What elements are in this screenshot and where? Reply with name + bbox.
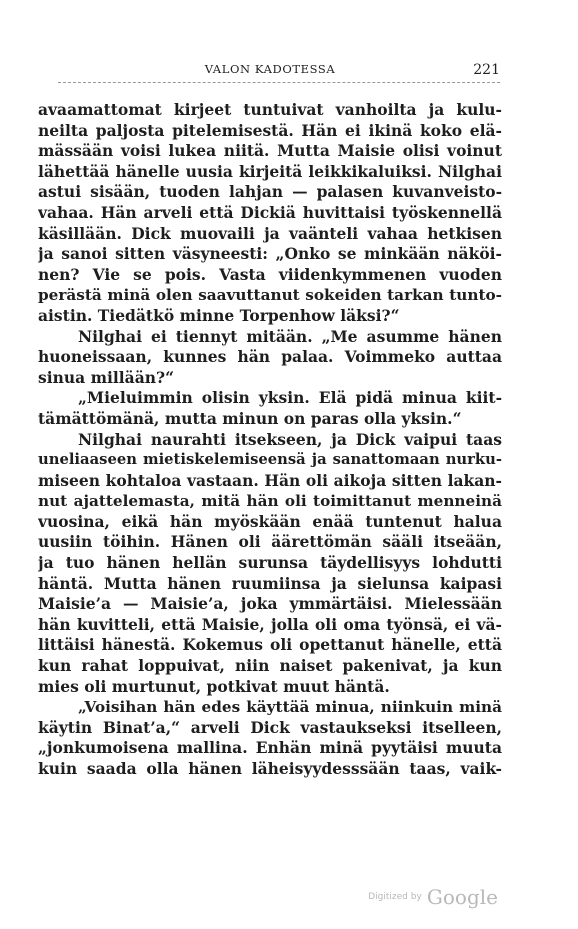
text-line: „Voisihan hän edes käyttää minua, niinkuin minä [78,698,502,717]
header-rule [58,82,500,83]
text-line: littäisi hänestä. Kokemus oli opettanut hänelle, että [38,635,502,655]
text-line: käytin Binat’a,“ arveli Dick vastaukseksi itselleen, [38,717,502,737]
text-line: kuin saada olla hänen läheisyydesssään taas, vaik- [38,759,502,778]
text-line: nen? Vie se pois. Vasta viidenkymmenen vuoden [38,264,502,284]
text-line: Nilghai naurahti itsekseen, ja Dick vaipui taas [78,429,502,449]
digitization-watermark [368,885,498,909]
watermark-logo: Google [426,885,498,909]
text-line: mässään voisi lukea niitä. Mutta Maisie olisi voinut [38,141,502,161]
watermark-prefix: Digitized by [368,892,422,902]
text-line: perästä minä olen saavuttanut sokeiden tarkan tunto- [38,286,502,305]
text-line: kun rahat loppuivat, niin naiset pakenivat, ja kun [38,656,502,676]
running-title: VALON KADOTESSA [204,62,336,76]
page-number: 221 [473,62,500,78]
text-line: uusiin töihin. Hänen oli äärettömän sääli itseään, [38,532,502,552]
text-line: tämättömänä, mutta minun on paras olla yksin.“ [38,408,462,428]
text-line: nut ajattelemasta, mitä hän oli toimittanut menneinä [38,492,502,511]
text-line: Nilghai ei tiennyt mitään. „Me asumme hänen [78,326,502,346]
text-line: vahaa. Hän arveli että Dickiä huvittaisi työskennellä [38,202,502,222]
text-line: lähettää hänelle uusia kirjeitä leikkikaluiksi. Nilghai [38,161,502,181]
text-line: astui sisään, tuoden lahjan — palasen kuvanveisto- [38,182,502,202]
text-line: mies oli murtunut, potkivat muut häntä. [38,676,390,696]
body-text [38,100,502,780]
text-line: aistin. Tiedätkö minne Torpenhow läksi?“ [38,305,400,325]
text-line: käsillään. Dick muovaili ja vaänteli vahaa hetkisen [38,223,502,243]
text-line: ja tuo hänen hellän surunsa täydellisyys lohdutti [38,553,502,573]
text-line: vuosina, eikä hän myöskään enää tuntenut halua [38,511,502,531]
page-header [40,62,500,84]
text-line: neilta paljosta pitelemisestä. Hän ei ikinä koko elä- [38,120,502,140]
text-line: miseen kohtaloa vastaan. Hän oli aikoja sitten lakan- [38,470,502,490]
text-line: „jonkumoisena mallina. Enhän minä pyytäisi muuta [38,738,502,758]
text-line: huoneissaan, kunnes hän palaa. Voimmeko auttaa [38,347,502,367]
text-line: ja sanoi sitten väsyneesti: „Onko se minkään näköi- [38,244,502,264]
text-line: sinua millään?“ [38,367,175,387]
text-line: avaamattomat kirjeet tuntuivat vanhoilta ja kulu- [38,100,502,119]
text-line: „Mieluimmin olisin yksin. Elä pidä minua kiit- [78,388,502,408]
text-line: uneliaaseen mietiskelemiseensä ja sanattomaan nurku- [38,451,502,469]
text-line: häntä. Mutta hänen ruumiinsa ja sielunsa kaipasi [38,573,502,593]
text-line: Maisie’a — Maisie’a, joka ymmärtäisi. Mielessään [38,594,502,614]
text-line: hän kuvitteli, että Maisie, jolla oli oma työnsä, ei vä- [38,614,502,634]
